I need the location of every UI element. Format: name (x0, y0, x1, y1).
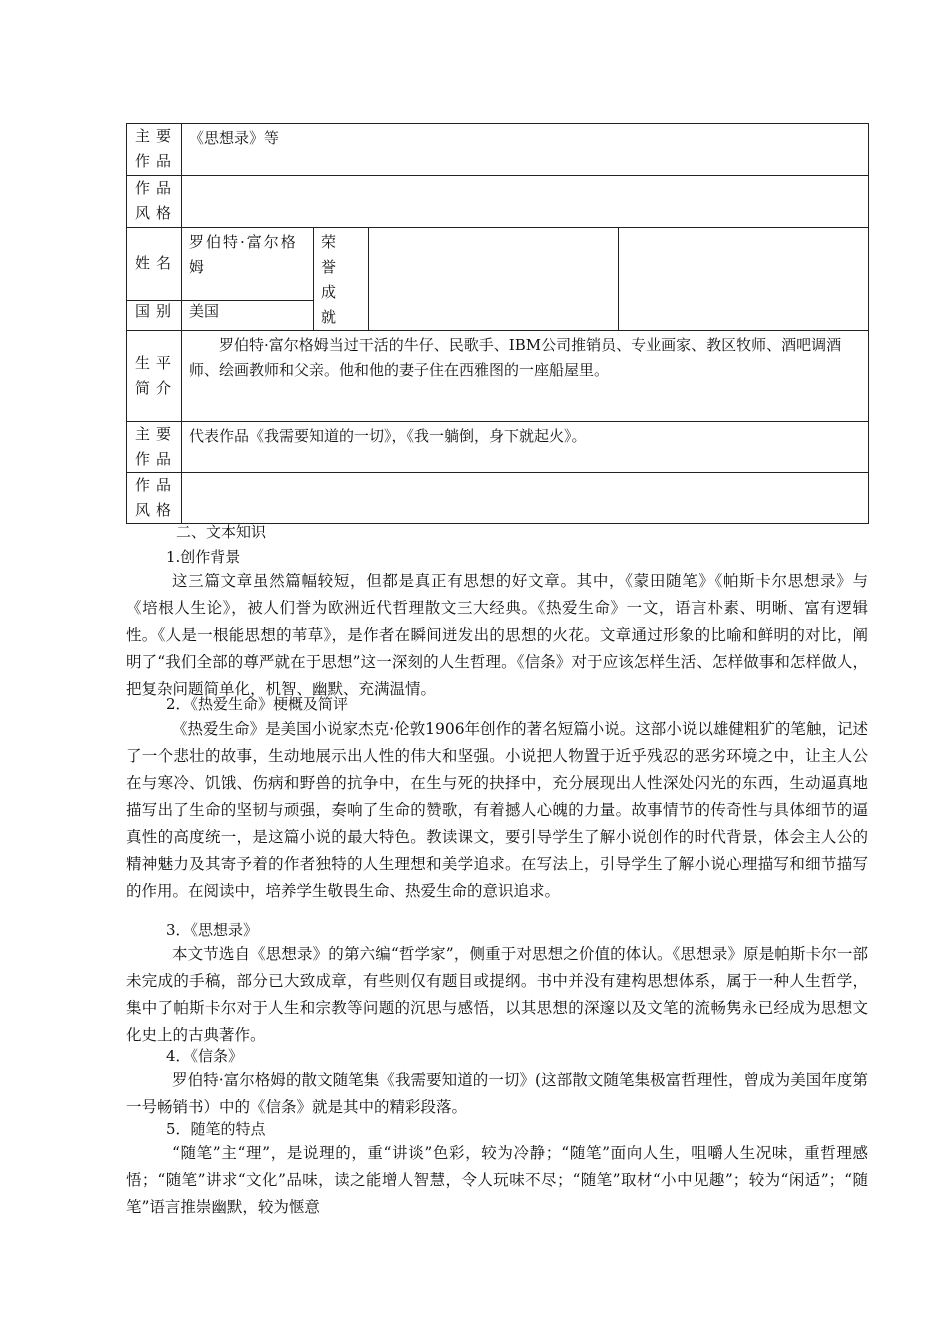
section-title: 二、文本知识 (176, 523, 267, 541)
country-label: 国别 (127, 300, 182, 330)
heading-credo: 4．《信条》 (166, 1047, 244, 1065)
paragraph-essay-features: “随笔”主“理”，是说理的，重“讲谈”色彩，较为冷静；“随笔”面向人生，咀嚼人生况味，重哲理感悟；“随笔”讲求“文化”品味，读之能增人智慧，令人玩味不尽；“随笔”取材“小中见趣”；较为“闲适”；“随笔”语言推崇幽默，较为惬意 (126, 1144, 868, 1216)
author-info-table (126, 123, 869, 524)
row-label-main-works: 主要作品 (127, 124, 182, 176)
heading-background: 1.创作背景 (166, 548, 241, 566)
honor-value (369, 228, 619, 331)
honor-extra-cell (619, 228, 869, 331)
works-value: 代表作品《我需要知道的一切》，《我一躺倒，身下就起火》。 (182, 422, 869, 473)
paragraph-background: 这三篇文章虽然篇幅较短，但都是真正有思想的好文章。其中，《蒙田随笔》《帕斯卡尔思想录》与《培根人生论》，被人们誉为欧洲近代哲理散文三大经典。《热爱生命》一文，语言朴素、明晰、富有逻辑性。《人是一根能思想的苇草》，是作者在瞬间迸发出的思想的火花。文章通过形象的比喻和鲜明的对比，阐明了“我们全部的尊严就在于思想”这一深刻的人生哲理。《信条》对于应该怎样生活、怎样做事和怎样做人，把复杂问题简单化，机智、幽默、充满温情。 (126, 572, 868, 698)
row-value-style (182, 176, 869, 228)
style-label: 作品风格 (127, 473, 182, 524)
row-value-main-works: 《思想录》等 (182, 124, 869, 176)
style-value (182, 473, 869, 524)
bio-label: 生平简介 (127, 331, 182, 422)
name-value: 罗伯特·富尔格姆 (182, 228, 314, 301)
paragraph-pensees: 本文节选自《思想录》的第六编“哲学家”，侧重于对思想之价值的体认。《思想录》原是帕斯卡尔一部未完成的手稿，部分已大致成章，有些则仅有题目或提纲。书中并没有建构思想体系，属于一种人生哲学，集中了帕斯卡尔对于人生和宗教等问题的沉思与感悟，以其思想的深邃以及文笔的流畅隽永已经成为思想文化史上的古典著作。 (126, 945, 868, 1044)
heading-essay-features: 5．随笔的特点 (166, 1120, 266, 1138)
name-label: 姓名 (127, 228, 182, 301)
paragraph-credo: 罗伯特·富尔格姆的散文随笔集《我需要知道的一切》(这部散文随笔集极富哲理性，曾成为美国年度第一号畅销书）中的《信条》就是其中的精彩段落。 (126, 1071, 868, 1116)
bio-value: 罗伯特·富尔格姆当过干活的牛仔、民歌手、IBM公司推销员、专业画家、教区牧师、酒吧调酒师、绘画教师和父亲。他和他的妻子住在西雅图的一座船屋里。 (182, 331, 869, 422)
works-label: 主要作品 (127, 422, 182, 473)
heading-pensees: 3．《思想录》 (166, 921, 259, 939)
country-value: 美国 (182, 300, 314, 330)
heading-love-of-life: 2．《热爱生命》梗概及简评 (166, 695, 349, 713)
paragraph-love-of-life: 《热爱生命》是美国小说家杰克·伦敦1906年创作的著名短篇小说。这部小说以雄健粗犷的笔触，记述了一个悲壮的故事，生动地展示出人性的伟大和坚强。小说把人物置于近乎残忍的恶劣环境之中，让主人公在与寒冷、饥饿、伤病和野兽的抗争中，在生与死的抉择中，充分展现出人性深处闪光的东西，生动逼真地描写出了生命的坚韧与顽强，奏响了生命的赞歌，有着撼人心魄的力量。故事情节的传奇性与具体细节的逼真性的高度统一，是这篇小说的最大特色。教读课文，要引导学生了解小说创作的时代背景，体会主人公的精神魅力及其寄予着的作者独特的人生理想和美学追求。在写法上，引导学生了解小说心理描写和细节描写的作用。在阅读中，培养学生敬畏生命、热爱生命的意识追求。 (126, 720, 868, 900)
row-label-style: 作品风格 (127, 176, 182, 228)
honor-label: 荣誉成就 (314, 228, 369, 331)
